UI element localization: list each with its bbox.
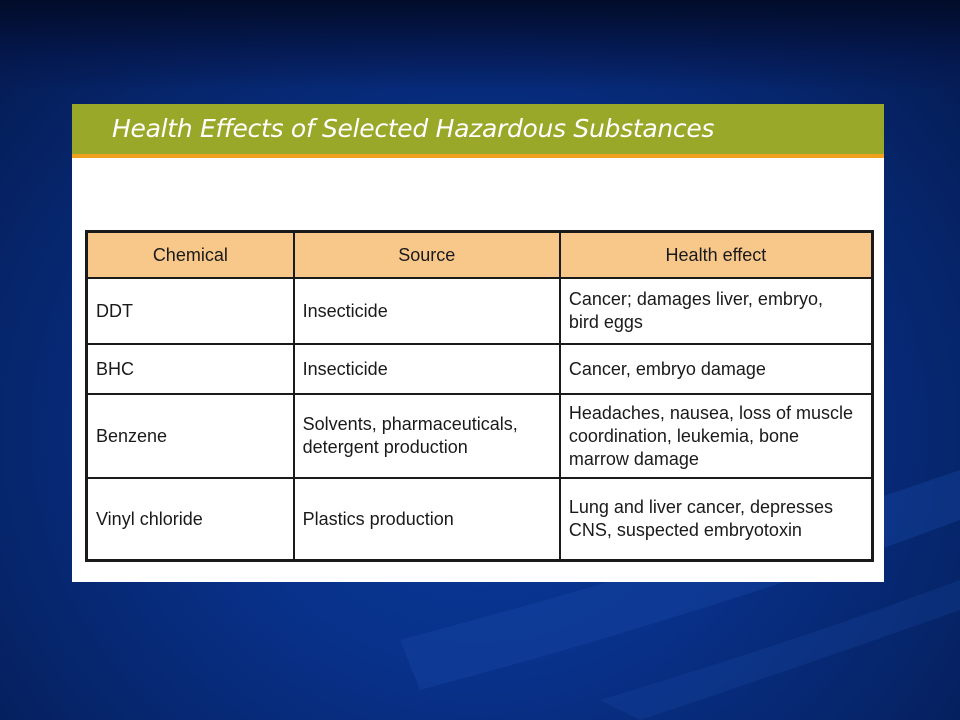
cell-source	[294, 394, 560, 478]
cell-source: Insecticide	[294, 278, 560, 344]
header-chemical: Chemical	[87, 232, 294, 279]
slide-card	[72, 104, 884, 582]
cell-health-effect	[560, 344, 873, 394]
header-health-effect: Health effect	[560, 232, 873, 279]
effect-line: Headaches, nausea, loss of muscle	[568, 402, 854, 423]
slide-title: Health Effects of Selected Hazardous Substances	[112, 114, 715, 143]
effect-line: coordination, leukemia, bone	[568, 425, 799, 446]
cell-chemical: Vinyl chloride	[87, 478, 294, 561]
effect-line: Cancer, embryo damage	[568, 358, 766, 379]
table-row	[87, 344, 873, 394]
cell-source: Plastics production	[294, 478, 560, 561]
header-source: Source	[294, 232, 560, 279]
cell-chemical: BHC	[87, 344, 294, 394]
table-row	[87, 394, 873, 478]
table-row	[87, 478, 873, 561]
title-bar	[72, 104, 884, 158]
cell-health-effect	[560, 394, 873, 478]
hazardous-substances-table	[85, 230, 874, 562]
cell-chemical: Benzene	[87, 394, 294, 478]
effect-line: Cancer; damages liver, embryo,	[568, 289, 823, 309]
cell-source: Insecticide	[294, 344, 560, 394]
source-line: detergent production	[302, 437, 468, 457]
effect-line: CNS, suspected embryotoxin	[568, 520, 802, 540]
effect-line: marrow damage	[568, 448, 699, 469]
table-row	[87, 278, 873, 344]
cell-health-effect	[560, 278, 873, 344]
effect-line: Lung and liver cancer, depresses	[568, 497, 834, 517]
cell-health-effect	[560, 478, 873, 561]
cell-chemical: DDT	[87, 278, 294, 344]
source-line: Solvents, pharmaceuticals,	[302, 414, 518, 434]
table-header-row	[87, 232, 873, 279]
effect-line: bird eggs	[568, 312, 643, 332]
